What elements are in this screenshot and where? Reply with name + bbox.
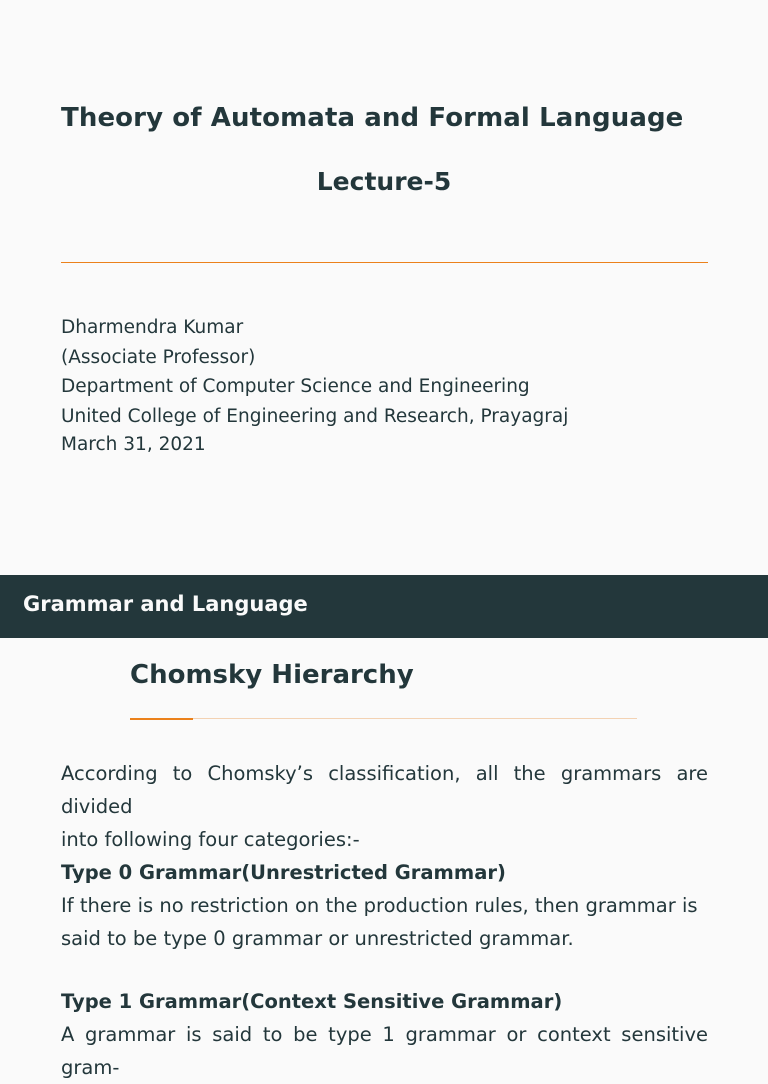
type0-heading: Type 0 Grammar(Unrestricted Grammar)	[61, 861, 506, 884]
type0-line-2: said to be type 0 grammar or unrestricted grammar.	[61, 927, 574, 950]
section-title: Chomsky Hierarchy	[130, 660, 414, 690]
author-department: Department of Computer Science and Engineering	[61, 376, 530, 397]
type0-line-1: If there is no restriction on the production rules, then grammar is	[61, 894, 698, 917]
author-institution: United College of Engineering and Research, Prayagraj	[61, 405, 569, 427]
frame-title: Grammar and Language	[23, 592, 308, 616]
author-position: (Associate Professor)	[61, 346, 256, 368]
paragraph-gap	[61, 955, 708, 985]
frame-header-bar	[0, 575, 768, 638]
presentation-title: Theory of Automata and Formal Language	[61, 103, 684, 133]
slide-body	[61, 757, 708, 1084]
author-name: Dharmendra Kumar	[61, 317, 244, 338]
intro-line-1: According to Chomsky’s classification, all the grammars are divided	[61, 762, 708, 818]
type1-line-1: A grammar is said to be type 1 grammar or context sensitive gram-	[61, 1023, 708, 1079]
presentation-date: March 31, 2021	[61, 434, 206, 455]
lecture-subtitle: Lecture-5	[316, 167, 452, 196]
author-block	[61, 313, 568, 431]
title-divider	[61, 262, 708, 263]
type1-heading: Type 1 Grammar(Context Sensitive Grammar)	[61, 990, 563, 1013]
section-progress-fill	[130, 718, 193, 720]
intro-line-2: into following four categories:-	[61, 828, 360, 851]
section-progress-bar	[130, 718, 637, 719]
